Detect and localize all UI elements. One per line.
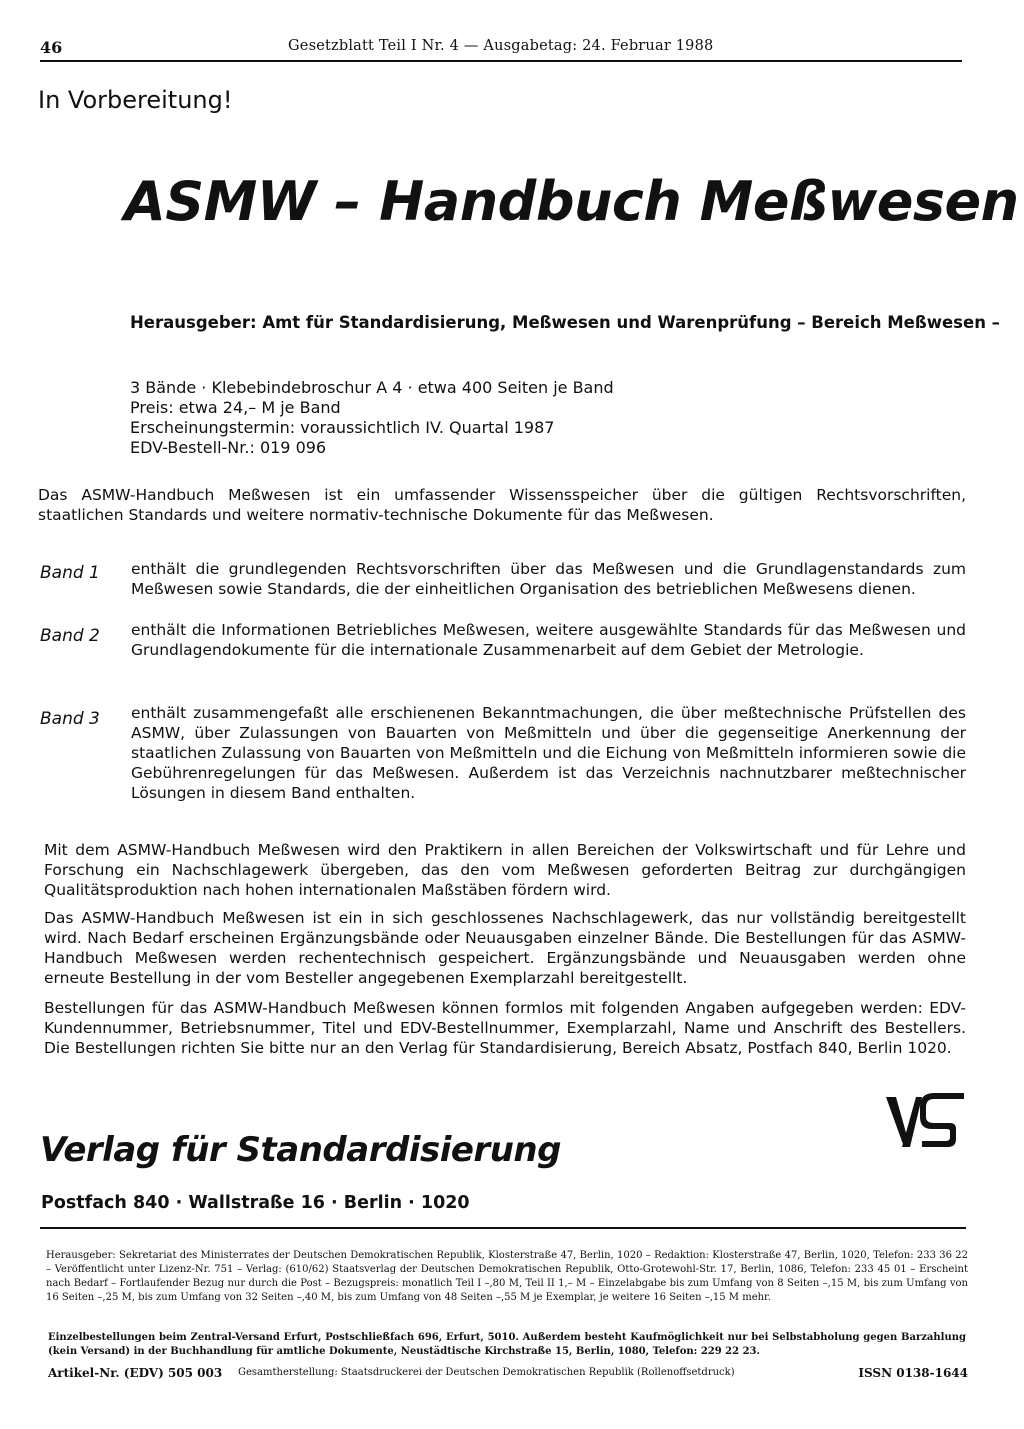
- spec-price: Preis: etwa 24,– M je Band: [130, 398, 341, 417]
- intro-paragraph: Das ASMW-Handbuch Meßwesen ist ein umfassender Wissensspeicher über die gültigen Rechtsvorschriften, staatlichen Standards und weitere normativ-technische Dokumente für das Meßwesen.: [38, 486, 966, 524]
- page-header: [40, 34, 962, 62]
- article-number: Artikel-Nr. (EDV) 505 003: [48, 1366, 223, 1380]
- paragraph-ordering: Bestellungen für das ASMW-Handbuch Meßwesen können formlos mit folgenden Angaben aufgegeben werden: EDV-Kundennummer, Betriebsnummer, Titel und EDV-Bestellnummer, Exemplarzahl, Name und Anschrift des Bestellers. Die Bestellungen richten Sie bitte nur an den Verlag für Standardisierung, Bereich Absatz, Postfach 840, Berlin 1020.: [44, 999, 966, 1057]
- page-number: 46: [40, 38, 63, 57]
- band-1-text: enthält die grundlegenden Rechtsvorschriften über das Meßwesen und die Grundlagenstandards zum Meßwesen sowie Standards, die der einheitlichen Organisation des betrieblichen Meßwesens dienen.: [131, 560, 966, 598]
- paragraph-reference-work: Das ASMW-Handbuch Meßwesen ist ein in sich geschlossenes Nachschlagewerk, das nur vollständig bereitgestellt wird. Nach Bedarf erscheinen Ergänzungsbände oder Neuausgaben einzelner Bände. Die Bestellungen für das ASMW-Handbuch Meßwesen werden rechentechnisch gespeichert. Ergänzungsbände und Neuausgaben werden ohne erneute Bestellung in der vom Besteller angegebenen Exemplarzahl bereitgestellt.: [44, 909, 966, 987]
- book-specs: [130, 378, 614, 458]
- gazette-title: Gesetzblatt Teil I Nr. 4 — Ausgabetag: 24. Februar 1988: [288, 38, 714, 54]
- paragraph-practitioners: Mit dem ASMW-Handbuch Meßwesen wird den Praktikern in allen Bereichen der Volkswirtschaft und für Lehre und Forschung ein Nachschlagewerk übergeben, das den vom Meßwesen geforderten Beitrag zur durchgängigen Qualitätsproduktion nach hohen internationalen Maßstäben fördern wird.: [44, 841, 966, 899]
- band-2-label: Band 2: [40, 626, 100, 646]
- spec-release-date: Erscheinungstermin: voraussichtlich IV. Quartal 1987: [130, 418, 555, 437]
- spec-volumes: 3 Bände · Klebebindebroschur A 4 · etwa 400 Seiten je Band: [130, 378, 614, 397]
- band-2-text: enthält die Informationen Betriebliches Meßwesen, weitere ausgewählte Standards für das Meßwesen und Grundlagendokumente für die internationale Zusammenarbeit auf dem Gebiet der Metrologie.: [131, 621, 966, 659]
- footer-line: [48, 1366, 968, 1382]
- orders-note: Einzelbestellungen beim Zentral-Versand Erfurt, Postschließfach 696, Erfurt, 5010. Außerdem besteht Kaufmöglichkeit nur bei Selbstabholung gegen Barzahlung (kein Versand) in der Buchhandlung für amtliche Dokumente, Neustädtische Kirchstraße 15, Berlin, 1080, Telefon: 229 22 23.: [48, 1332, 966, 1357]
- verlag-address: Postfach 840 · Wallstraße 16 · Berlin · 1020: [41, 1193, 470, 1213]
- band-1-label: Band 1: [40, 563, 100, 583]
- spec-order-number: EDV-Bestell-Nr.: 019 096: [130, 438, 327, 457]
- printing-credit: Gesamtherstellung: Staatsdruckerei der Deutschen Demokratischen Republik (Rollenoffsetdruck): [238, 1367, 735, 1378]
- band-3-text: enthält zusammengefaßt alle erschienenen Bekanntmachungen, die über meßtechnische Prüfstellen des ASMW, über Zulassungen von Bauarten von Meßmitteln und über die gegenseitige Anerkennung der staatlichen Zulassung von Bauarten von Meßmitteln und die Eichung von Meßmitteln informieren sowie die Gebührenregelungen für das Meßwesen. Außerdem ist das Verzeichnis nachnutzbarer meßtechnischer Lösungen in diesem Band enthalten.: [131, 704, 966, 802]
- footer-divider: [40, 1227, 966, 1229]
- verlag-name: Verlag für Standardisierung: [40, 1130, 561, 1170]
- verlag-logo-icon: [880, 1093, 966, 1153]
- band-3-label: Band 3: [40, 709, 100, 729]
- imprint-text: Herausgeber: Sekretariat des Ministerrates der Deutschen Demokratischen Republik, Klosterstraße 47, Berlin, 1020 – Redaktion: Klosterstraße 47, Berlin, 1020, Telefon: 233 36 22 – Veröffentlicht unter Lizenz-Nr. 751 – Verlag: (610/62) Staatsverlag der Deutschen Demokratischen Republik, Otto-Grotewohl-Str. 17, Berlin, 1086, Telefon: 233 45 01 – Erscheint nach Bedarf – Fortlaufender Bezug nur durch die Post – Bezugspreis: monatlich Teil I –,80 M, Teil II 1,– M – Einzelabgabe bis zum Umfang von 8 Seiten –,15 M, bis zum Umfang von 16 Seiten –,25 M, bis zum Umfang von 32 Seiten –,40 M, bis zum Umfang von 48 Seiten –,55 M je Exemplar, je weitere 16 Seiten –,15 M mehr.: [46, 1250, 968, 1303]
- main-title: ASMW – Handbuch Meßwesen: [124, 170, 1019, 233]
- publisher-line: Herausgeber: Amt für Standardisierung, Meßwesen und Warenprüfung – Bereich Meßwesen –: [130, 313, 1000, 332]
- issn: ISSN 0138-1644: [858, 1366, 968, 1380]
- preparation-note: In Vorbereitung!: [38, 86, 233, 114]
